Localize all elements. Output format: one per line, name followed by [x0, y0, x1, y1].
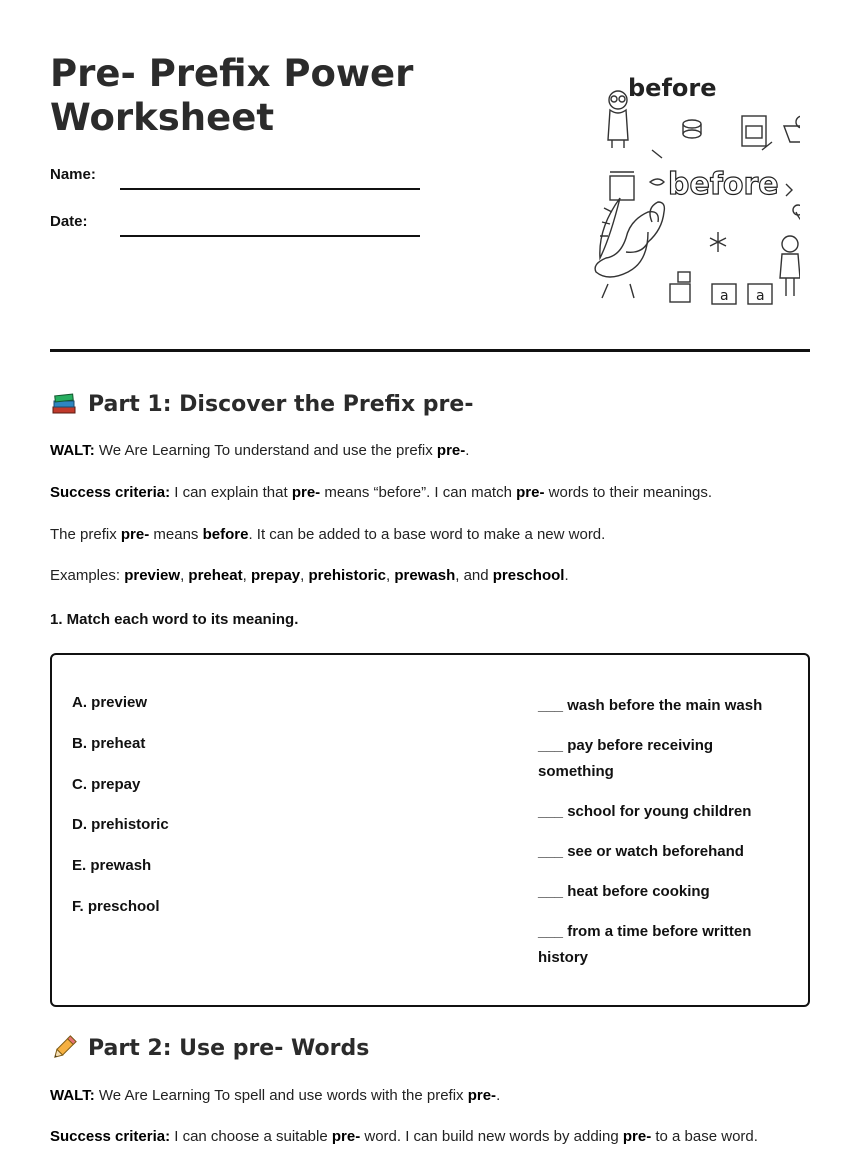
- walt-label: WALT:: [50, 442, 95, 459]
- part1-heading-text: Part 1: Discover the Prefix pre-: [88, 391, 474, 417]
- page-title: Pre- Prefix Power Worksheet: [50, 52, 414, 139]
- sc-label: Success criteria:: [50, 484, 171, 501]
- part1-walt: [50, 441, 469, 461]
- sc-text3: words to their meanings.: [548, 484, 713, 501]
- meaning-item[interactable]: ___ school for young children: [538, 803, 752, 820]
- sc-prefix1: pre-: [291, 484, 321, 501]
- word-list: [72, 693, 169, 938]
- walt-prefix: pre-: [436, 442, 466, 459]
- walt-text: We Are Learning To spell and use words with the prefix: [98, 1087, 464, 1104]
- sc-text1: I can explain that: [174, 484, 288, 501]
- part1-examples: Examples: preview, preheat, prepay, prehistoric, prewash, and preschool.: [50, 567, 569, 584]
- part2-success-criteria: [50, 1127, 758, 1147]
- name-field: [50, 166, 96, 183]
- sc-text3: to a base word.: [655, 1128, 758, 1145]
- header: [50, 0, 810, 352]
- example-word: prehistoric: [308, 567, 387, 584]
- def-prefix: pre-: [120, 526, 150, 543]
- list-item: D. prehistoric: [72, 816, 169, 834]
- date-label: Date:: [50, 213, 88, 230]
- pencil-icon: [50, 1034, 78, 1062]
- examples-label: Examples:: [50, 567, 121, 584]
- def-text3: . It can be added to a base word to make a new word.: [248, 526, 606, 543]
- line-art-icon: [540, 72, 800, 312]
- def-before: before: [202, 526, 249, 543]
- list-item: C. prepay: [72, 775, 141, 793]
- walt-prefix: pre-: [467, 1087, 497, 1104]
- meaning-item[interactable]: ___ wash before the main wash: [538, 697, 763, 714]
- list-item: E. prewash: [72, 857, 152, 875]
- part1-definition: [50, 525, 605, 545]
- tile-a1: a: [720, 288, 729, 304]
- before-illustration: [540, 72, 800, 312]
- def-text1: The prefix: [50, 526, 117, 543]
- date-field: [50, 213, 88, 230]
- example-word: prepay: [250, 567, 301, 584]
- worksheet-page: [50, 0, 810, 1145]
- sc-label: Success criteria:: [50, 1128, 171, 1145]
- part2-walt: [50, 1086, 500, 1106]
- walt-text: We Are Learning To understand and use the prefix: [98, 442, 433, 459]
- list-item: B. preheat: [72, 734, 146, 752]
- match-question: 1. Match each word to its meaning.: [50, 611, 299, 628]
- def-text2: means: [153, 526, 199, 543]
- part1-heading: [50, 390, 473, 418]
- part2-heading-text: Part 2: Use pre- Words: [88, 1035, 370, 1061]
- meaning-item[interactable]: ___ heat before cooking: [538, 883, 710, 900]
- meaning-list: [538, 693, 788, 985]
- list-item: A. preview: [72, 694, 148, 711]
- example-word: preview: [124, 567, 181, 584]
- walt-label: WALT:: [50, 1087, 95, 1104]
- example-word: preheat: [188, 567, 243, 584]
- meaning-item[interactable]: ___ from a time before written history: [538, 923, 752, 966]
- section-divider: [50, 349, 810, 352]
- books-icon: [50, 390, 78, 418]
- list-item: F. preschool: [72, 897, 160, 915]
- sc-text2: word. I can build new words by adding: [364, 1128, 619, 1145]
- illustration-heading: before: [628, 74, 717, 102]
- sc-prefix2: pre-: [516, 484, 545, 501]
- example-word: prewash: [394, 567, 456, 584]
- walt-end: .: [465, 442, 470, 459]
- sc-text1: I can choose a suitable: [174, 1128, 328, 1145]
- meaning-item[interactable]: ___ see or watch beforehand: [538, 843, 744, 860]
- name-label: Name:: [50, 166, 96, 183]
- date-write-line[interactable]: [120, 235, 420, 237]
- walt-end: .: [496, 1087, 501, 1104]
- svg-text:before: before: [668, 167, 779, 202]
- sc-text2: means “before”. I can match: [324, 484, 512, 501]
- sc-prefix1: pre-: [331, 1128, 361, 1145]
- tile-a2: a: [756, 288, 765, 304]
- example-word: preschool: [492, 567, 565, 584]
- meaning-item[interactable]: ___ pay before receiving something: [538, 737, 714, 780]
- part2-heading: [50, 1034, 369, 1062]
- name-write-line[interactable]: [120, 188, 420, 190]
- sc-prefix2: pre-: [622, 1128, 652, 1145]
- matching-box: [50, 653, 810, 1007]
- part1-success-criteria: [50, 483, 712, 503]
